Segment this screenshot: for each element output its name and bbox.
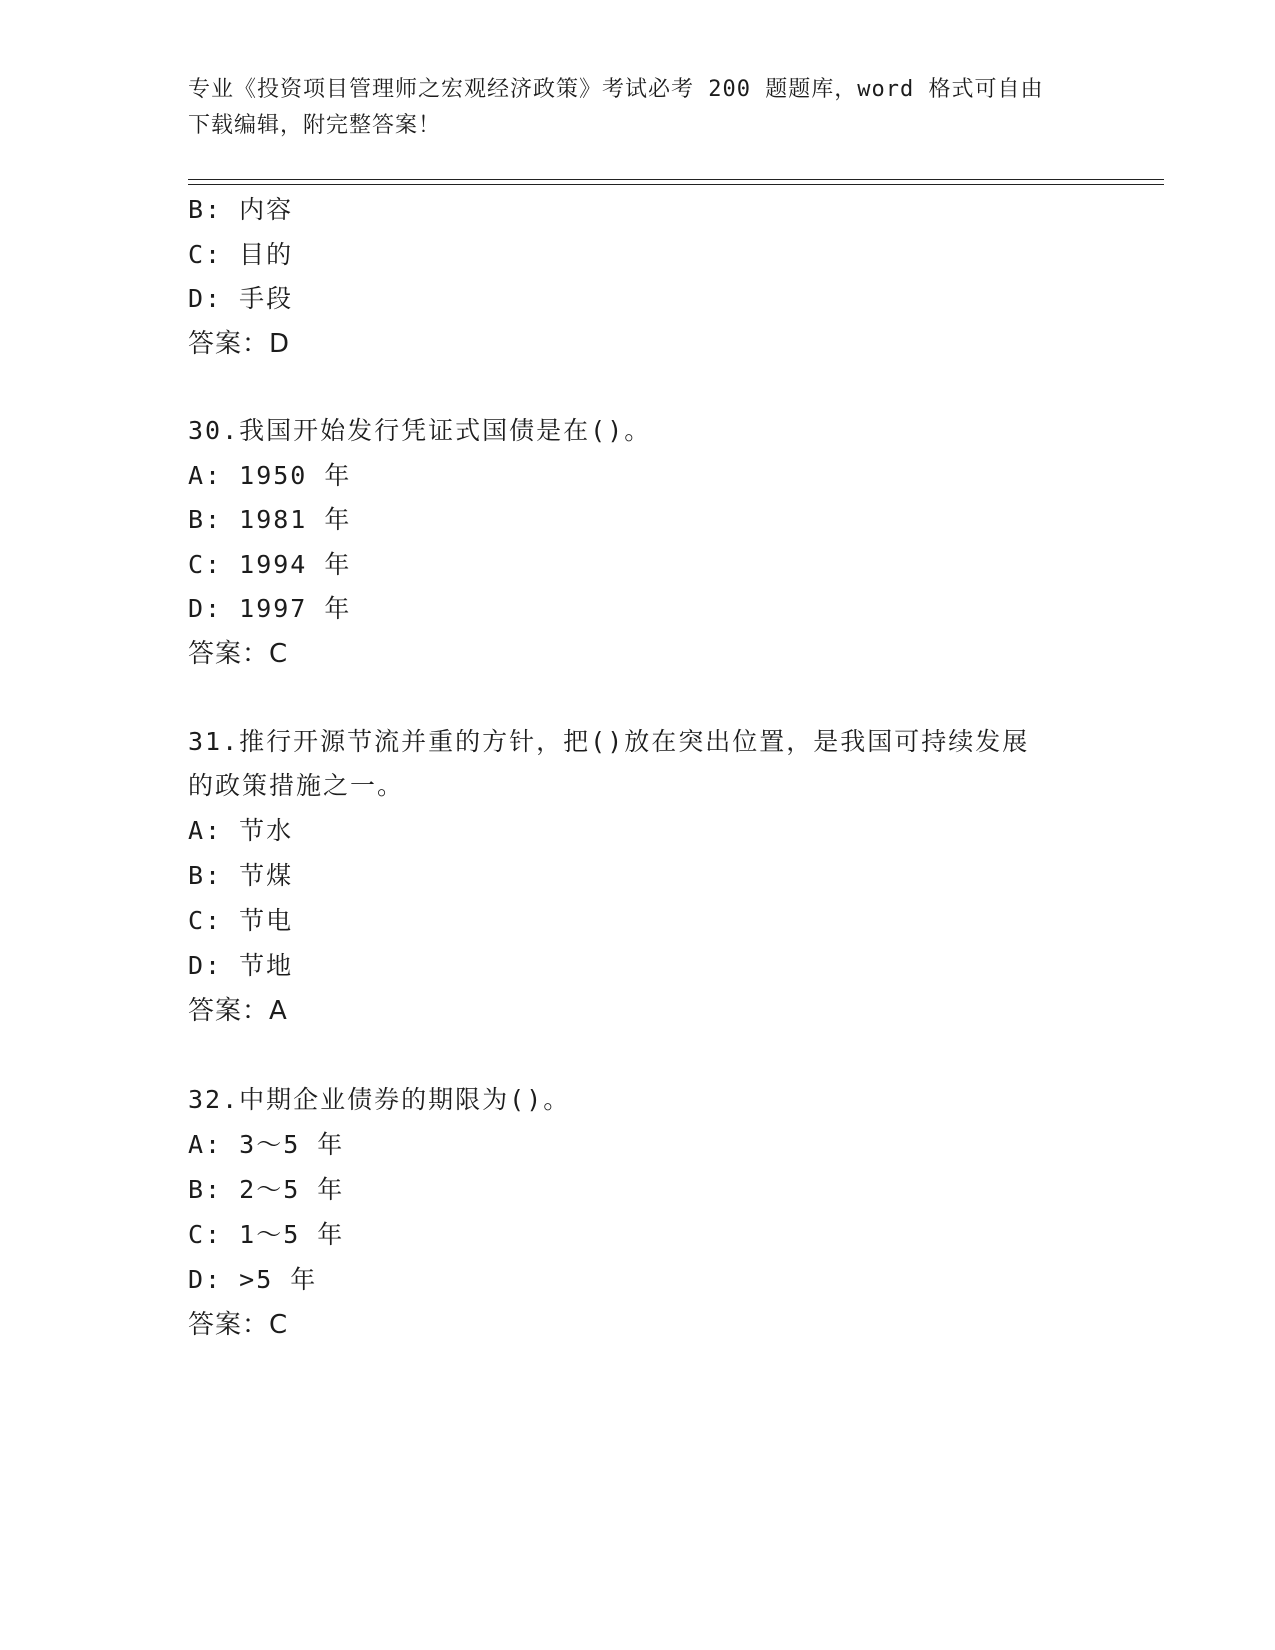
header-line-1: 专业《投资项目管理师之宏观经济政策》考试必考 200 题题库，word 格式可自由: [188, 77, 1044, 102]
q32-answer: 答案：C: [188, 1310, 289, 1340]
header-divider-bottom: [188, 184, 1164, 185]
q31-stem-line-1: 31.推行开源节流并重的方针，把()放在突出位置，是我国可持续发展: [188, 727, 1030, 756]
header-line-2: 下载编辑，附完整答案！: [188, 113, 442, 138]
q31-option-b: B: 节煤: [188, 861, 294, 890]
q31-option-d: D: 节地: [188, 951, 294, 980]
q32-option-c: C: 1～5 年: [188, 1220, 345, 1249]
header-divider-top: [188, 179, 1164, 180]
document-header: [188, 72, 1088, 144]
q30-stem: 30.我国开始发行凭证式国债是在()。: [188, 416, 652, 445]
q30-option-a: A: 1950 年: [188, 461, 352, 490]
q31-option-a: A: 节水: [188, 816, 294, 845]
q31-stem-line-2: 的政策措施之一。: [188, 771, 405, 800]
q30-option-c: C: 1994 年: [188, 550, 352, 579]
prev-option-d: D: 手段: [188, 284, 294, 313]
q32-option-b: B: 2～5 年: [188, 1175, 345, 1204]
q32-stem: 32.中期企业债券的期限为()。: [188, 1085, 571, 1114]
q30-answer: 答案：C: [188, 639, 289, 669]
q31-option-c: C: 节电: [188, 906, 294, 935]
prev-answer: 答案：D: [188, 329, 291, 359]
prev-option-c: C: 目的: [188, 240, 294, 269]
q30-option-d: D: 1997 年: [188, 594, 352, 623]
q30-option-b: B: 1981 年: [188, 505, 352, 534]
q32-option-a: A: 3～5 年: [188, 1130, 345, 1159]
prev-option-b: B: 内容: [188, 195, 294, 224]
q31-answer: 答案：A: [188, 996, 288, 1026]
q32-option-d: D: >5 年: [188, 1265, 318, 1294]
